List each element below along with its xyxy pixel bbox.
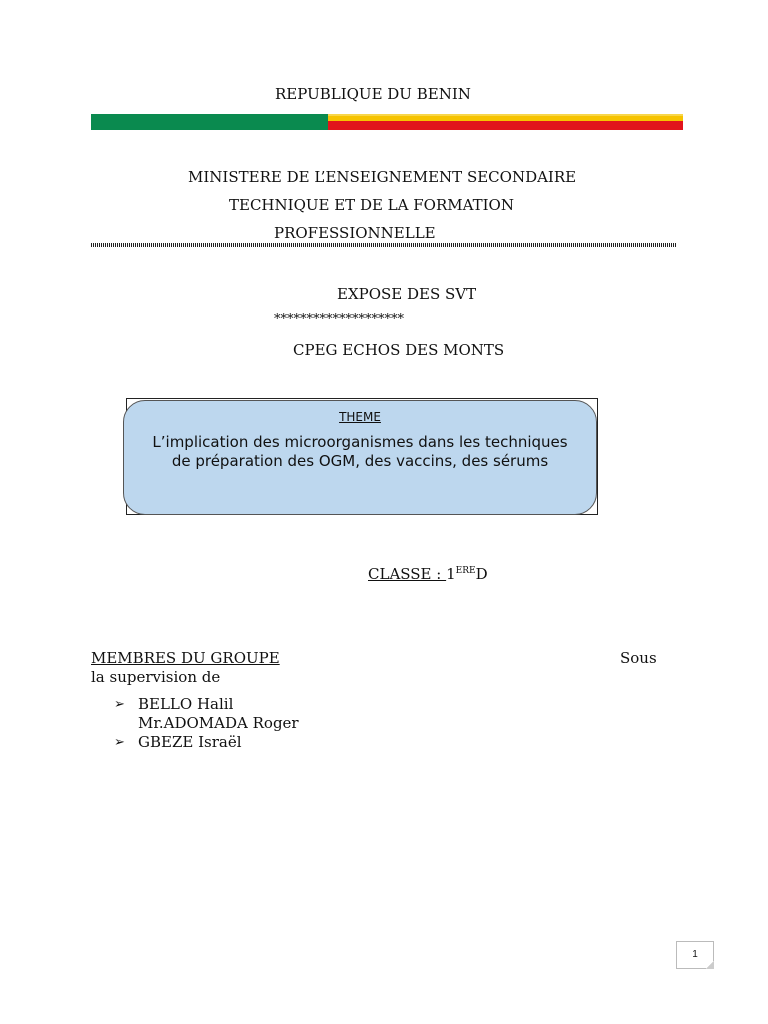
expose-title: EXPOSE DES SVT (337, 285, 477, 303)
theme-text: L’implication des microorganismes dans les techniques de préparation des OGM, des vaccins, des sérums (152, 433, 568, 470)
member-1: BELLO Halil (138, 695, 234, 713)
theme-box (123, 400, 597, 515)
member-2: GBEZE Israël (138, 733, 242, 751)
dotted-divider (91, 243, 677, 247)
flag-green-stripe (91, 114, 328, 130)
class-line (368, 565, 488, 583)
class-letter: D (475, 565, 488, 583)
class-superscript: ERE (455, 566, 476, 576)
page-number: 1 (676, 941, 714, 969)
benin-flag-band (91, 114, 683, 130)
arrow-bullet-icon: ➢ (114, 735, 125, 750)
ministry-line-1: MINISTERE DE L’ENSEIGNEMENT SECONDAIRE (188, 168, 577, 186)
class-number: 1 (446, 565, 456, 583)
class-label: CLASSE : (368, 565, 447, 583)
supervision-rest: la supervision de (91, 668, 221, 686)
ministry-line-2: TECHNIQUE ET DE LA FORMATION (229, 196, 514, 214)
school-name: CPEG ECHOS DES MONTS (293, 341, 505, 359)
theme-label: THEME (339, 410, 381, 424)
arrow-bullet-icon: ➢ (114, 697, 125, 712)
supervision-sous: Sous (620, 649, 657, 667)
flag-yellow-stripe (328, 114, 683, 121)
members-heading: MEMBRES DU GROUPE (91, 649, 280, 667)
supervisor-name: Mr.ADOMADA Roger (138, 714, 299, 732)
star-separator: ******************** (274, 312, 404, 327)
flag-red-stripe (328, 121, 683, 130)
country-title: REPUBLIQUE DU BENIN (275, 85, 471, 103)
ministry-line-3: PROFESSIONNELLE (274, 224, 436, 242)
